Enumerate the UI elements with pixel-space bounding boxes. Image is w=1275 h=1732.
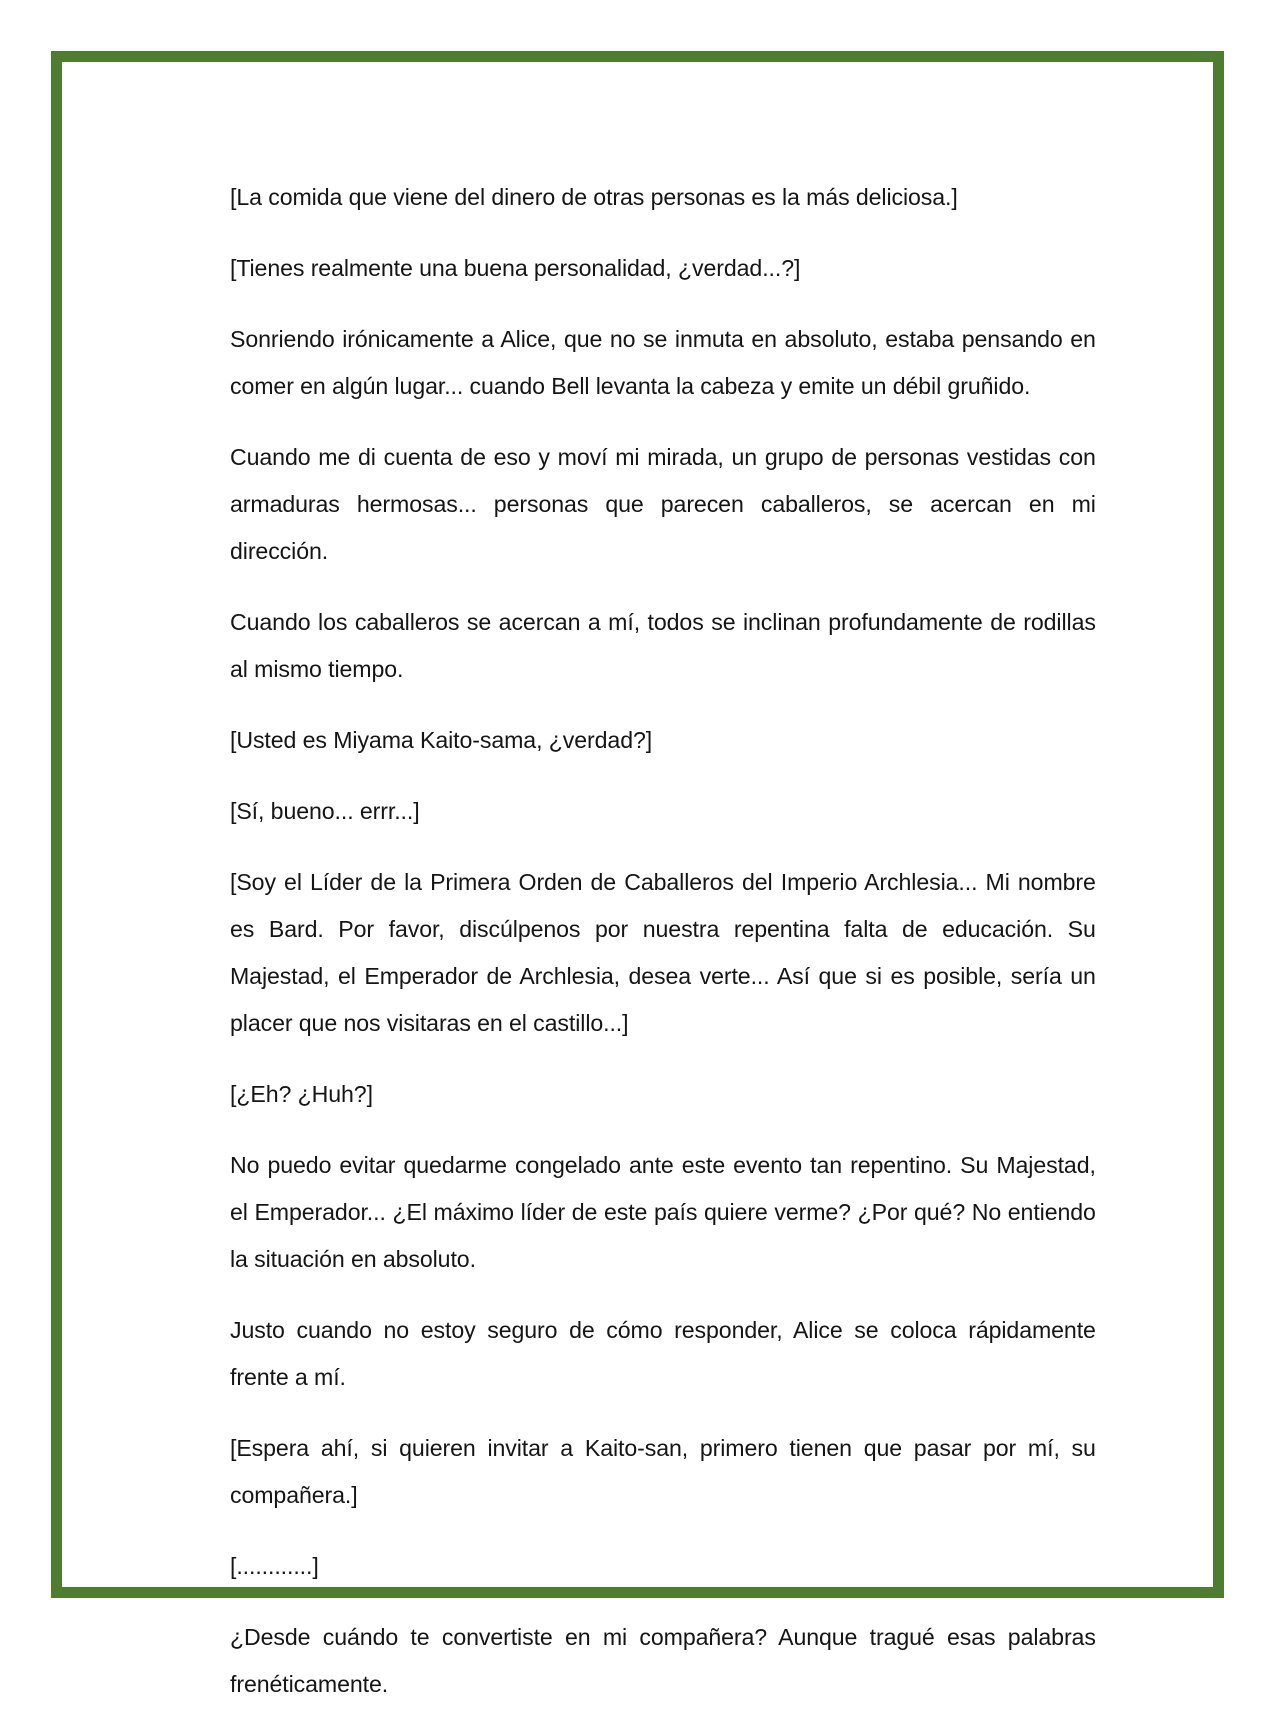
paragraph-12: [Espera ahí, si quieren invitar a Kaito-san, primero tienen que pasar por mí, su compañera.] <box>230 1435 1096 1508</box>
paragraph-3: Sonriendo irónicamente a Alice, que no se inmuta en absoluto, estaba pensando en comer en algún lugar... cuando Bell levanta la cabeza y emite un débil gruñido. <box>230 326 1096 399</box>
paragraph-14: ¿Desde cuándo te convertiste en mi compañera? Aunque tragué esas palabras frenéticamente. <box>230 1624 1096 1697</box>
document-body <box>230 174 1109 1732</box>
paragraph-13: [............] <box>230 1553 319 1579</box>
paragraph-2: [Tienes realmente una buena personalidad, ¿verdad...?] <box>230 255 801 281</box>
paragraph-11: Justo cuando no estoy seguro de cómo responder, Alice se coloca rápidamente frente a mí. <box>230 1317 1096 1390</box>
paragraph-9: [¿Eh? ¿Huh?] <box>230 1081 373 1107</box>
paragraph-7: [Sí, bueno... errr...] <box>230 798 420 824</box>
paragraph-5: Cuando los caballeros se acercan a mí, todos se inclinan profundamente de rodillas al mismo tiempo. <box>230 609 1096 682</box>
paragraph-6: [Usted es Miyama Kaito-sama, ¿verdad?] <box>230 727 653 753</box>
page-border-frame <box>51 51 1224 1697</box>
paragraph-10: No puedo evitar quedarme congelado ante este evento tan repentino. Su Majestad, el Emperador... ¿El máximo líder de este país quiere verme? ¿Por qué? No entiendo la situación en absoluto. <box>230 1152 1096 1272</box>
paragraph-8: [Soy el Líder de la Primera Orden de Caballeros del Imperio Archlesia... Mi nombre es Bard. Por favor, discúlpenos por nuestra repentina falta de educación. Su Majestad, el Emperador de Archlesia, desea verte... Así que si es posible, sería un placer que nos visitaras en el castillo...] <box>230 869 1096 1036</box>
paragraph-1: [La comida que viene del dinero de otras personas es la más deliciosa.] <box>230 184 958 210</box>
paragraph-4: Cuando me di cuenta de eso y moví mi mirada, un grupo de personas vestidas con armaduras hermosas... personas que parecen caballeros, se acercan en mi dirección. <box>230 444 1096 564</box>
